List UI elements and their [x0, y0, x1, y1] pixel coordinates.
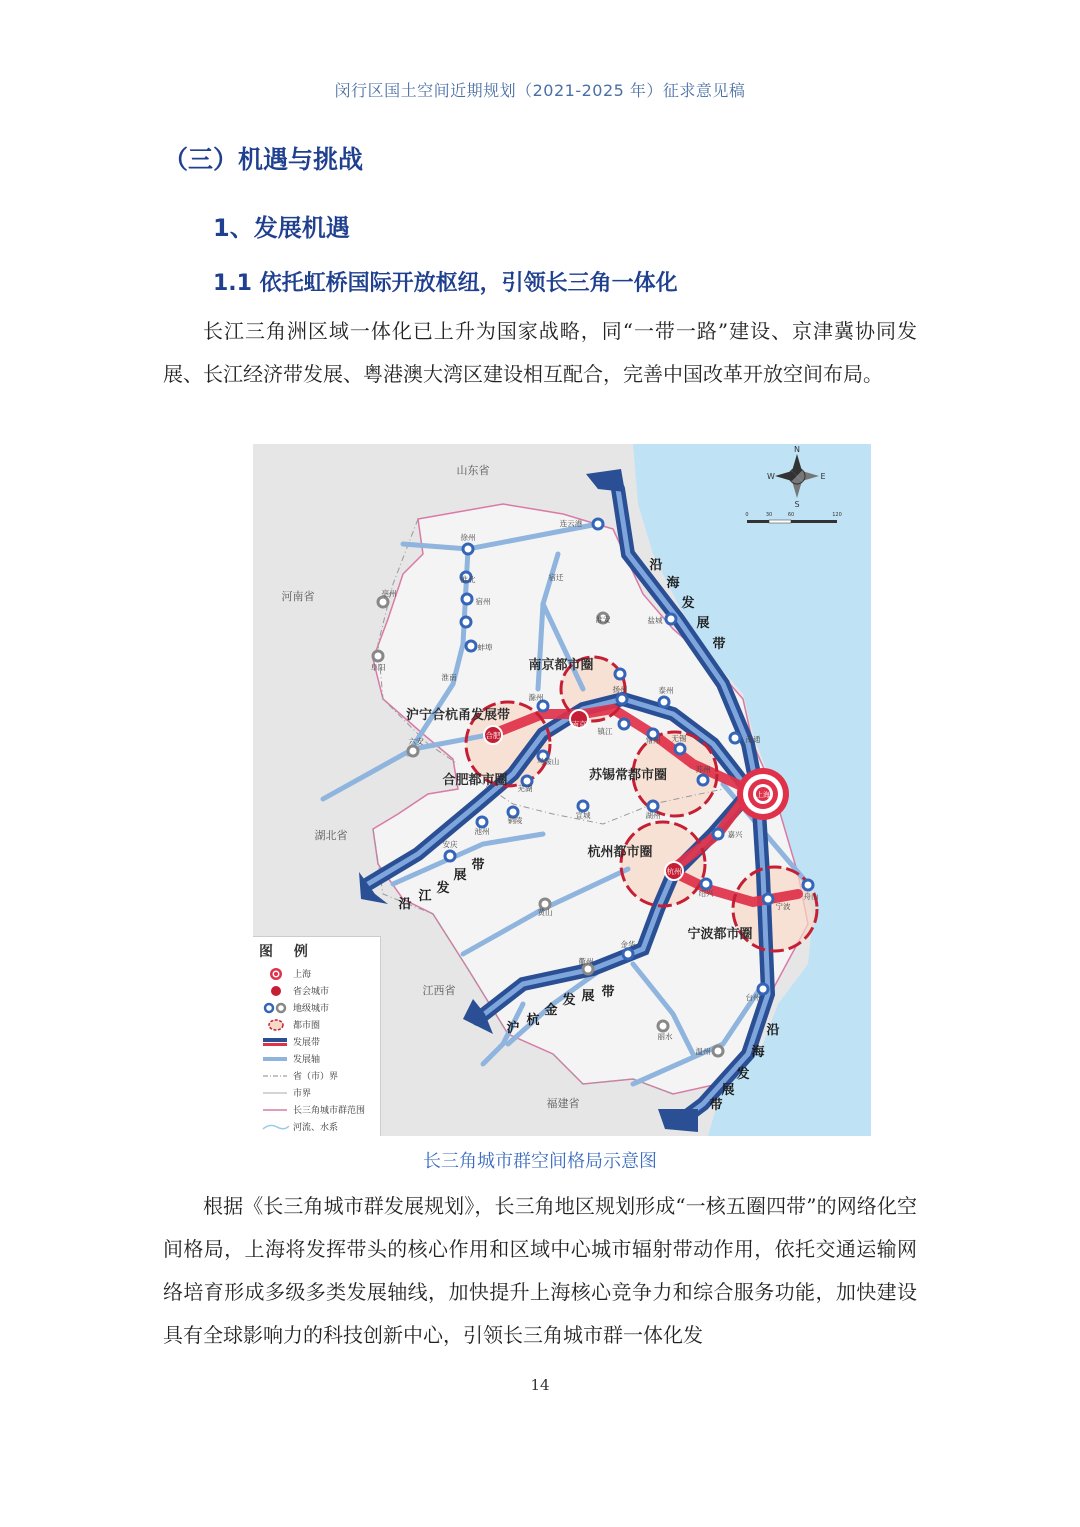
map-legend: [253, 936, 381, 1136]
scale-label: 120: [832, 512, 842, 518]
legend-label: 地级城市: [293, 1004, 330, 1014]
city-label-ningbo: 宁波: [775, 902, 791, 911]
city-label-yancheng: 盐城: [647, 616, 663, 625]
page-number: 14: [530, 1376, 550, 1394]
city-label-nanjing: 南京: [571, 720, 587, 729]
city-label-bozhou: 亳州: [381, 589, 397, 598]
legend-label: 省（市）界: [293, 1072, 339, 1082]
belt-char: 带: [471, 858, 485, 873]
province-label-hubei: 湖北省: [314, 829, 348, 842]
city-label-xuancheng: 宣城: [575, 811, 591, 820]
circle-label-ningbo: 宁波都市圈: [687, 927, 753, 942]
legend-item: [259, 1033, 374, 1050]
city-label-quzhou: 衢州: [578, 957, 594, 966]
city-label-suzhou-ah: 宿州: [475, 597, 491, 606]
belt-char: 沿: [398, 897, 412, 912]
compass-n: N: [794, 445, 800, 454]
city-boundary-icon: [259, 1086, 293, 1100]
province-label-henan: 河南省: [281, 590, 315, 603]
section-title: （三）机遇与挑战: [163, 145, 364, 174]
city-label-jinhua: 金华: [620, 940, 636, 949]
city-label-hangzhou: 杭州: [666, 867, 682, 876]
province-label-jiangxi: 江西省: [422, 984, 456, 997]
circle-label-nanjing: 南京都市圈: [528, 658, 594, 673]
city-label-wuhu: 芜湖: [517, 784, 533, 793]
figure-caption: 长三角城市群空间格局示意图: [423, 1151, 657, 1172]
belt-label-hnh: 沪宁合杭甬发展带: [405, 708, 511, 723]
legend-item: [259, 1101, 374, 1118]
legend-title: 图 例: [259, 944, 316, 960]
belt-char: 展: [696, 616, 710, 631]
belt-char: 海: [751, 1045, 765, 1060]
belt-char: 杭: [526, 1013, 540, 1028]
city-label-taizhou-js: 泰州: [658, 686, 674, 695]
capital-city-icon: [259, 984, 293, 998]
subsection-title: 1、发展机遇: [213, 214, 350, 242]
scale-label: 60: [787, 512, 795, 518]
legend-item: [259, 1050, 374, 1067]
scale-label: 30: [765, 512, 773, 518]
paragraph-plan: 根据《长三角城市群发展规划》，长三角地区规划形成“一核五圈四带”的网络化空间格局，上海将发挥带头的核心作用和区域中心城市辐射带动作用，依托交通运输网络培育形成多级多类发展轴线，加快提升上海核心竞争力和综合服务功能，加快建设具有全球影响力的科技创新中心，引领长三角城市群一体化发: [163, 1194, 917, 1347]
city-label-chizhou: 池州: [474, 827, 490, 836]
legend-item: [259, 1084, 374, 1101]
metro-circle-icon: [259, 1018, 293, 1032]
legend-item: [259, 1118, 374, 1135]
belt-char: 展: [453, 868, 467, 883]
scale-label: 0: [745, 512, 749, 518]
legend-label: 省会城市: [293, 987, 330, 997]
city-label-changzhou: 常州: [645, 736, 661, 745]
river-icon: [259, 1120, 293, 1134]
prefecture-city-icon: [259, 1001, 293, 1015]
city-label-huaibei: 淮北: [460, 575, 476, 584]
city-label-anqing: 安庆: [442, 840, 458, 849]
city-label-xuzhou: 徐州: [460, 533, 476, 542]
belt-char: 带: [709, 1098, 723, 1113]
shanghai-core-icon: [259, 967, 293, 981]
city-label-bengbu: 蚌埠: [477, 643, 493, 652]
legend-item: [259, 999, 374, 1016]
city-label-maanshan: 马鞍山: [536, 757, 560, 766]
city-label-taizhou-zj: 台州: [745, 993, 761, 1002]
belt-char: 发: [736, 1067, 750, 1082]
legend-label: 上海: [293, 970, 312, 980]
belt-char: 沪: [506, 1021, 520, 1036]
legend-label: 长三角城市群范围: [293, 1106, 366, 1116]
city-label-huainan: 淮南: [441, 673, 457, 682]
city-label-shanghai: 上海: [756, 791, 770, 799]
belt-char: 江: [418, 889, 432, 904]
belt-char: 发: [436, 881, 450, 896]
legend-item: [259, 1016, 374, 1033]
belt-char: 发: [562, 993, 576, 1008]
city-label-suzhou: 苏州: [695, 765, 711, 774]
city-label-nantong: 南通: [745, 735, 761, 744]
circle-label-hefei: 合肥都市圈: [442, 773, 508, 788]
city-label-wuxi: 无锡: [671, 734, 687, 743]
city-label-huaian: 淮安: [595, 615, 611, 624]
belt-char: 沿: [766, 1023, 780, 1038]
belt-char: 展: [721, 1083, 735, 1098]
city-label-lianyungang: 连云港: [559, 519, 583, 528]
belt-char: 发: [681, 596, 695, 611]
circle-label-sxc: 苏锡常都市圈: [588, 768, 668, 783]
city-label-luan: 六安: [408, 737, 424, 746]
belt-char: 带: [601, 985, 615, 1000]
legend-item: [259, 982, 374, 999]
city-label-zhenjiang: 镇江: [597, 727, 613, 736]
belt-char: 金: [544, 1003, 558, 1018]
compass-s: S: [794, 500, 800, 509]
city-label-shaoxing: 绍兴: [698, 889, 714, 898]
city-label-jiaxing: 嘉兴: [727, 830, 743, 839]
city-label-fuyang: 阜阳: [370, 663, 386, 672]
city-label-wenzhou: 温州: [695, 1047, 711, 1056]
city-label-huangshan: 黄山: [537, 908, 553, 917]
yrd-range-icon: [259, 1103, 293, 1117]
belt-char: 展: [581, 989, 595, 1004]
province-label-fujian: 福建省: [546, 1097, 580, 1110]
city-label-suqian: 宿迁: [548, 573, 564, 582]
province-label-shandong: 山东省: [456, 464, 490, 477]
legend-label: 市界: [293, 1089, 312, 1099]
province-boundary-icon: [259, 1069, 293, 1083]
belt-char: 海: [666, 576, 680, 591]
compass-w: W: [767, 472, 775, 481]
legend-label: 发展轴: [293, 1055, 321, 1065]
legend-label: 都市圈: [293, 1021, 321, 1031]
belt-char: 带: [712, 637, 726, 652]
compass-e: E: [820, 472, 826, 481]
legend-label: 发展带: [293, 1038, 321, 1048]
subsubsection-title: 1.1 依托虹桥国际开放枢纽，引领长三角一体化: [213, 271, 678, 296]
city-label-chuzhou: 滁州: [528, 693, 544, 702]
running-header: 闵行区国土空间近期规划（2021-2025 年）征求意见稿: [334, 81, 746, 100]
city-label-huzhou: 湖州: [645, 811, 661, 820]
paragraph-intro: 长江三角洲区域一体化已上升为国家战略，同“一带一路”建设、京津冀协同发展、长江经济带发展、粤港澳大湾区建设相互配合，完善中国改革开放空间布局。: [163, 319, 917, 386]
legend-label: 河流、水系: [293, 1123, 339, 1133]
city-label-tongling: 铜陵: [507, 816, 523, 825]
city-label-hefei: 合肥: [485, 731, 501, 740]
development-axis-icon: [259, 1052, 293, 1066]
city-label-yangzhou: 扬州: [612, 685, 628, 694]
legend-item: [259, 965, 374, 982]
city-label-lishui: 丽水: [657, 1032, 673, 1041]
circle-label-hangzhou: 杭州都市圈: [587, 845, 653, 860]
belt-char: 沿: [649, 558, 663, 573]
development-belt-icon: [259, 1035, 293, 1049]
legend-item: [259, 1067, 374, 1084]
yrd-spatial-map: [253, 444, 871, 1136]
city-label-zhoushan: 舟山: [803, 892, 819, 901]
